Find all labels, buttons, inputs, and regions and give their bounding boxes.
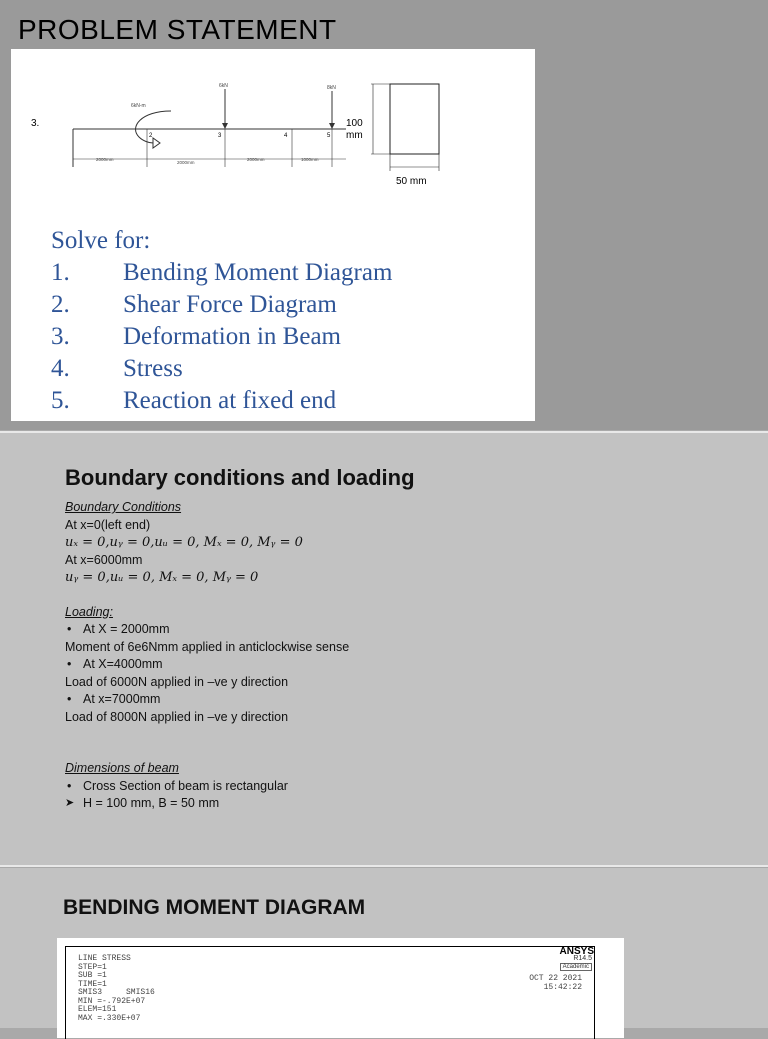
- problem-number: 3.: [31, 118, 40, 129]
- dim-2000-b: 2000mm: [177, 160, 195, 165]
- load1-location: • At X = 2000mm: [65, 621, 349, 639]
- width-label: 50 mm: [396, 176, 427, 187]
- load-arrowhead-8kn: [329, 123, 335, 129]
- solve-item-number: 3.: [51, 323, 70, 350]
- load2-location: • At X=4000mm: [65, 656, 349, 674]
- slide-problem-statement: [0, 0, 768, 430]
- load1-description: Moment of 6e6Nmm applied in anticlockwise sense: [65, 639, 350, 654]
- bc-heading: Boundary Conditions: [65, 500, 182, 514]
- solve-item-text: Reaction at fixed end: [123, 387, 337, 414]
- load3-location: • At x=7000mm: [65, 691, 349, 709]
- ansys-line: MAX =.330E+07: [78, 1013, 141, 1023]
- bending-moment-title: BENDING MOMENT DIAGRAM: [63, 896, 366, 919]
- ansys-info-left: [78, 955, 155, 1023]
- load-label-6kn: 6kN: [219, 83, 228, 89]
- ansys-line: MIN =-.792E+07: [78, 996, 146, 1006]
- solve-item-text: Stress: [123, 355, 183, 382]
- ansys-result-panel: [57, 938, 624, 1038]
- solve-item-number: 5.: [51, 387, 70, 414]
- cross-section-rect: [390, 84, 439, 154]
- ansys-line: SMIS3 SMIS16: [78, 988, 155, 997]
- dimensions-heading: Dimensions of beam: [65, 761, 179, 775]
- bc-right-label: At x=6000mm: [65, 552, 143, 567]
- ansys-line: TIME=1: [78, 979, 107, 989]
- bc-left-equation: uₓ = 0,uᵧ = 0,uᵤ = 0, Mₓ = 0, Mᵧ = 0: [65, 535, 303, 550]
- loading-heading: Loading:: [65, 604, 113, 619]
- solve-heading: Solve for:: [51, 227, 151, 254]
- node-5: 5: [327, 133, 331, 139]
- moment-label: 6kN-m: [131, 103, 146, 109]
- ansys-time: 15:42:22: [543, 982, 582, 992]
- node-3: 3: [218, 133, 222, 139]
- boundary-body: [65, 499, 349, 813]
- ansys-line: SUB =1: [78, 971, 107, 980]
- slide-boundary-conditions: [0, 433, 768, 865]
- node-2: 2: [149, 133, 153, 139]
- height-value: 100: [346, 118, 363, 129]
- solve-item-number: 4.: [51, 355, 70, 382]
- solve-item-number: 1.: [51, 259, 70, 286]
- slide-divider: [0, 865, 768, 867]
- ansys-line: LINE STRESS: [78, 954, 131, 963]
- load2-description: Load of 6000N applied in –ve y direction: [65, 674, 289, 689]
- bc-left-label: At x=0(left end): [65, 517, 151, 532]
- ansys-line: STEP=1: [78, 962, 107, 972]
- solve-item-text: Bending Moment Diagram: [123, 259, 393, 286]
- ansys-viewport: [65, 946, 595, 1039]
- moment-arrowhead: [153, 138, 160, 148]
- node-4: 4: [284, 133, 288, 139]
- ansys-version: R14.5: [573, 955, 592, 962]
- dimensions-cross-section: • Cross Section of beam is rectangular: [65, 778, 349, 796]
- dim-2000-c: 2000mm: [247, 157, 265, 162]
- load-arrowhead-6kn: [222, 123, 228, 129]
- problem-image: [11, 49, 535, 421]
- height-unit: mm: [346, 130, 363, 141]
- dim-2000-a: 2000mm: [96, 157, 114, 162]
- solve-item-text: Shear Force Diagram: [123, 291, 337, 318]
- ansys-logo: ANSYS: [559, 946, 594, 957]
- ansys-edition: Academic: [560, 963, 592, 971]
- load3-description: Load of 8000N applied in –ve y direction: [65, 709, 289, 724]
- load-label-8kn: 8kN: [327, 85, 336, 91]
- beam-figure: [11, 49, 535, 199]
- boundary-title: Boundary conditions and loading: [65, 465, 415, 490]
- ansys-date: OCT 22 2021: [529, 974, 582, 983]
- dimensions-values: ➤ H = 100 mm, B = 50 mm: [65, 795, 349, 813]
- ansys-line: ELEM=151: [78, 1005, 117, 1014]
- ansys-info-right: [529, 975, 582, 992]
- slide-bending-moment: [0, 868, 768, 1028]
- solve-item-number: 2.: [51, 291, 70, 318]
- bc-right-equation: uᵧ = 0,uᵤ = 0, Mₓ = 0, Mᵧ = 0: [65, 570, 259, 585]
- solve-item-text: Deformation in Beam: [123, 323, 341, 350]
- problem-statement-title: PROBLEM STATEMENT: [18, 14, 337, 45]
- dim-1000: 1000mm: [301, 157, 319, 162]
